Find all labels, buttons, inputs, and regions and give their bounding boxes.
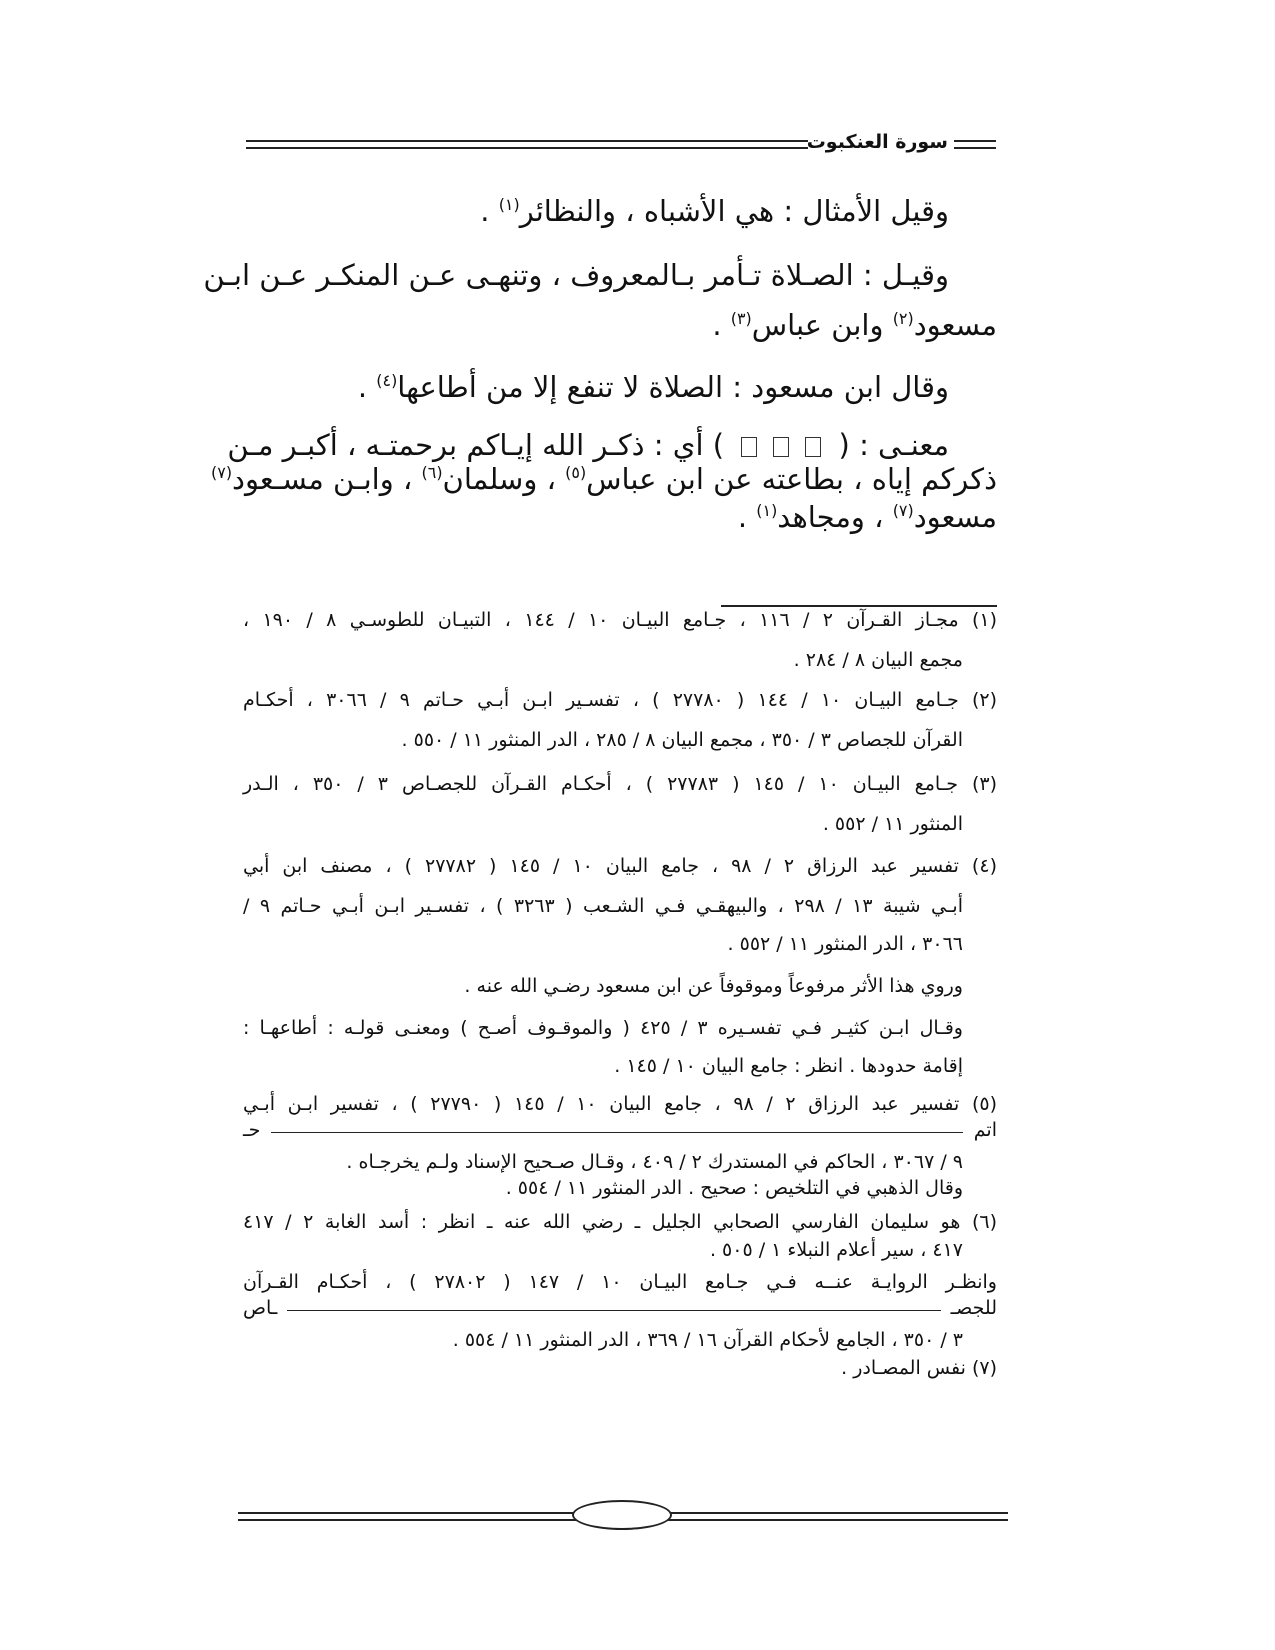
footnote-4-note: وقـال ابـن كثيـر فـي تفسـيره ٣ / ٤٢٥ ( والموقـوف أصـح ) ومعنـى قولـه : أطاعهـا : [243, 1017, 963, 1039]
body-line-4: وقال ابن مسعود : الصلاة لا تنفع إلا من أطاعها$^{(٤)}$ . [357, 370, 949, 404]
footnote-5: (٥) تفسير عبد الرزاق ٢ / ٩٨ ، جامع البيان ١٠ / ١٤٥ ( ٢٧٧٩٠ ) ، تفسير ابـن أبـي [243, 1093, 997, 1115]
footnote-ref[interactable]: (١) [756, 500, 778, 520]
ornament-rule-left [238, 1512, 578, 1521]
footnote-ref[interactable]: (٥) [565, 462, 587, 482]
footer-ornament [246, 1496, 996, 1536]
footnote-ref[interactable]: (٦) [421, 462, 443, 482]
footnote-4-note: إقامة حدودها . انظر : جامع البيان ١٠ / ١٤٥ . [614, 1055, 963, 1077]
footnote-3-cont: المنثور ١١ / ٥٥٢ . [822, 813, 963, 835]
footnote-ref[interactable]: (٢) [892, 308, 914, 328]
footnote-4: (٤) تفسير عبد الرزاق ٢ / ٩٨ ، جامع البيان ١٠ / ١٤٥ ( ٢٧٧٨٢ ) ، مصنف ابن أبي [243, 855, 997, 877]
kashida-line [271, 1132, 963, 1133]
footnote-2: (٢) جـامع البيـان ١٠ / ١٤٤ ( ٢٧٧٨٠ ) ، تفسـير ابـن أبـي حـاتم ٩ / ٣٠٦٦ ، أحكـام [243, 689, 998, 711]
book-page: سورة العنكبوت وقيل الأمثال : هي الأشباه ، والنظائر$^{(١)}$ . وقيـل : الصـلاة تـأمر بـالمعروف ، وتنهـى عـن المنكـر عـن ابـن مسعود$^{(٢)}$ وابن عباس$^{(٣)}$ . وقال ابن مسعود : الصلاة لا تنفع إلا من أطاعها$^{(٤)}$ . معنـى : ( ) أي : ذكـر الله إيـاكم برحمتـه ، أكبـر مـن ذكركم إياه ، بطاعته عن ابن عباس$^{(٥)}$ ، وسلمان$^{(٦)}$ ، وابـن مسـعود$^{(٧)}$ مسعود$^{(٧)}$ ، ومجاهد$^{(١)}$ . (١) مجـاز القـرآن ٢ / ١١٦ ، جـامع البيـان ١٠ / ١٤٤ ، التبيـان للطوسـي ٨ / ١٩٠ ، مجمع البيان ٨ / ٢٨٤ . (٢) جـامع البيـان ١٠ / ١٤٤ ( ٢٧٧٨٠ ) ، تفسـير ابـن أبـي حـاتم ٩ / ٣٠٦٦ ، أحكـام القرآن للجصاص ٣ / ٣٥٠ ، مجمع البيان ٨ / ٢٨٥ ، الدر المنثور ١١ / ٥٥٠ . (٣) جـامع البيـان ١٠ / ١٤٥ ( ٢٧٧٨٣ ) ، أحكـام القـرآن للجصـاص ٣ / ٣٥٠ ، الـدر المنثور ١١ / ٥٥٢ . (٤) تفسير عبد الرزاق ٢ / ٩٨ ، جامع البيان ١٠ / ١٤٥ ( ٢٧٧٨٢ ) ، مصنف ابن أبي أبـي شيبة ١٣ / ٢٩٨ ، والبيهقـي فـي الشـعب ( ٣٢٦٣ ) ، تفسـير ابـن أبـي حـاتم ٩ / ٣٠٦٦ ، الدر المنثور ١١ / ٥٥٢ . وروي هذا الأثر مرفوعاً وموقوفاً عن ابن مسعود رضـي الله عنه . وقـال ابـن كثيـر فـي تفسـيره ٣ / ٤٢٥ ( والموقـوف أصـح ) ومعنـى قولـه : أطاعهـا : إقامة حدودها . انظر : جامع البيان ١٠ / ١٤٥ . (٥) تفسير عبد الرزاق ٢ / ٩٨ ، جامع البيان ١٠ / ١٤٥ ( ٢٧٧٩٠ ) ، تفسير ابـن أبـي حـ اتم ٩ / ٣٠٦٧ ، الحاكم في المستدرك ٢ / ٤٠٩ ، وقـال صـحيح الإسناد ولـم يخرجـاه . وقال الذهبي في التلخيص : صحيح . الدر المنثور ١١ / ٥٥٤ . (٦) هو سليمان الفارسي الصحابي الجليل ـ رضي الله عنه ـ انظر : أسد الغابة ٢ / ٤١٧ ٤١٧ ، سير أعلام النبلاء ١ / ٥٠٥ . وانظـر الروايـة عنــه فـي جـامع البيـان ١٠ / ١٤٧ ( ٢٧٨٠٢ ) ، أحكـام القـرآن للجصـ ـاص ٣ / ٣٥٠ ، الجامع لأحكام القرآن ١٦ / ٣٦٩ ، الدر المنثور ١١ / ٥٥٤ . (٧) نفس المصـادر . [0, 0, 1275, 1650]
footnote-7: (٧) نفس المصـادر . [841, 1357, 997, 1379]
footnote-6: (٦) هو سليمان الفارسي الصحابي الجليل ـ رضي الله عنه ـ انظر : أسد الغابة ٢ / ٤١٧ [243, 1211, 997, 1233]
footnote-5-cont: وقال الذهبي في التلخيص : صحيح . الدر المنثور ١١ / ٥٥٤ . [505, 1177, 963, 1199]
footnote-4-cont: ٣٠٦٦ ، الدر المنثور ١١ / ٥٥٢ . [727, 933, 963, 955]
body-line-5: معنـى : ( ) أي : ذكـر الله إيـاكم برحمتـه ، أكبـر مـن [227, 428, 949, 462]
page-header [246, 128, 996, 158]
kashida-line [287, 1310, 941, 1311]
footnote-1-cont: مجمع البيان ٨ / ٢٨٤ . [793, 649, 963, 671]
footnote-ref[interactable]: (٧) [211, 462, 233, 482]
footnote-3: (٣) جـامع البيـان ١٠ / ١٤٥ ( ٢٧٧٨٣ ) ، أحكـام القـرآن للجصـاص ٣ / ٣٥٠ ، الـدر [243, 773, 997, 795]
footnote-ref[interactable]: (٤) [376, 370, 398, 390]
ornament-oval [572, 1500, 672, 1530]
footnote-separator [721, 605, 997, 607]
body-line-3: مسعود$^{(٢)}$ وابن عباس$^{(٣)}$ . [712, 308, 997, 342]
missing-glyph-icon [805, 437, 821, 457]
footnote-ref[interactable]: (٧) [892, 500, 914, 520]
body-line-6: ذكركم إياه ، بطاعته عن ابن عباس$^{(٥)}$ ، وسلمان$^{(٦)}$ ، وابـن مسـعود$^{(٧)}$ [211, 462, 997, 496]
body-line-1: وقيل الأمثال : هي الأشباه ، والنظائر$^{(١)}$ . [480, 194, 949, 228]
footnote-2-cont: القرآن للجصاص ٣ / ٣٥٠ ، مجمع البيان ٨ / ٢٨٥ ، الدر المنثور ١١ / ٥٥٠ . [401, 729, 963, 751]
header-rule-left [246, 140, 808, 149]
footnote-6-cont: ٤١٧ ، سير أعلام النبلاء ١ / ٥٠٥ . [709, 1239, 963, 1261]
footnote-ref[interactable]: (٣) [730, 308, 752, 328]
footnote-5-cont: ٩ / ٣٠٦٧ ، الحاكم في المستدرك ٢ / ٤٠٩ ، وقـال صـحيح الإسناد ولـم يخرجـاه . [346, 1151, 963, 1173]
missing-glyph-icon [773, 437, 789, 457]
footnote-4-note: وروي هذا الأثر مرفوعاً وموقوفاً عن ابن مسعود رضـي الله عنه . [464, 975, 963, 997]
header-rule-right [954, 140, 996, 149]
footnote-ref[interactable]: (١) [498, 194, 520, 214]
footnote-6-note: وانظـر الروايـة عنــه فـي جـامع البيـان ١٠ / ١٤٧ ( ٢٧٨٠٢ ) ، أحكـام القـرآن [243, 1271, 997, 1293]
surah-title: سورة العنكبوت [806, 131, 948, 153]
ornament-rule-right [662, 1512, 1008, 1521]
footnote-1: (١) مجـاز القـرآن ٢ / ١١٦ ، جـامع البيـان ١٠ / ١٤٤ ، التبيـان للطوسـي ٨ / ١٩٠ ، [243, 609, 998, 631]
missing-glyph-icon [741, 437, 757, 457]
footnote-6-cont: ٣ / ٣٥٠ ، الجامع لأحكام القرآن ١٦ / ٣٦٩ ، الدر المنثور ١١ / ٥٥٤ . [452, 1329, 963, 1351]
footnote-4-cont: أبـي شيبة ١٣ / ٢٩٨ ، والبيهقـي فـي الشـعب ( ٣٢٦٣ ) ، تفسـير ابـن أبـي حـاتم ٩ / [243, 895, 963, 917]
body-line-7: مسعود$^{(٧)}$ ، ومجاهد$^{(١)}$ . [737, 500, 997, 534]
body-line-2: وقيـل : الصـلاة تـأمر بـالمعروف ، وتنهـى عـن المنكـر عـن ابـن [203, 258, 949, 292]
